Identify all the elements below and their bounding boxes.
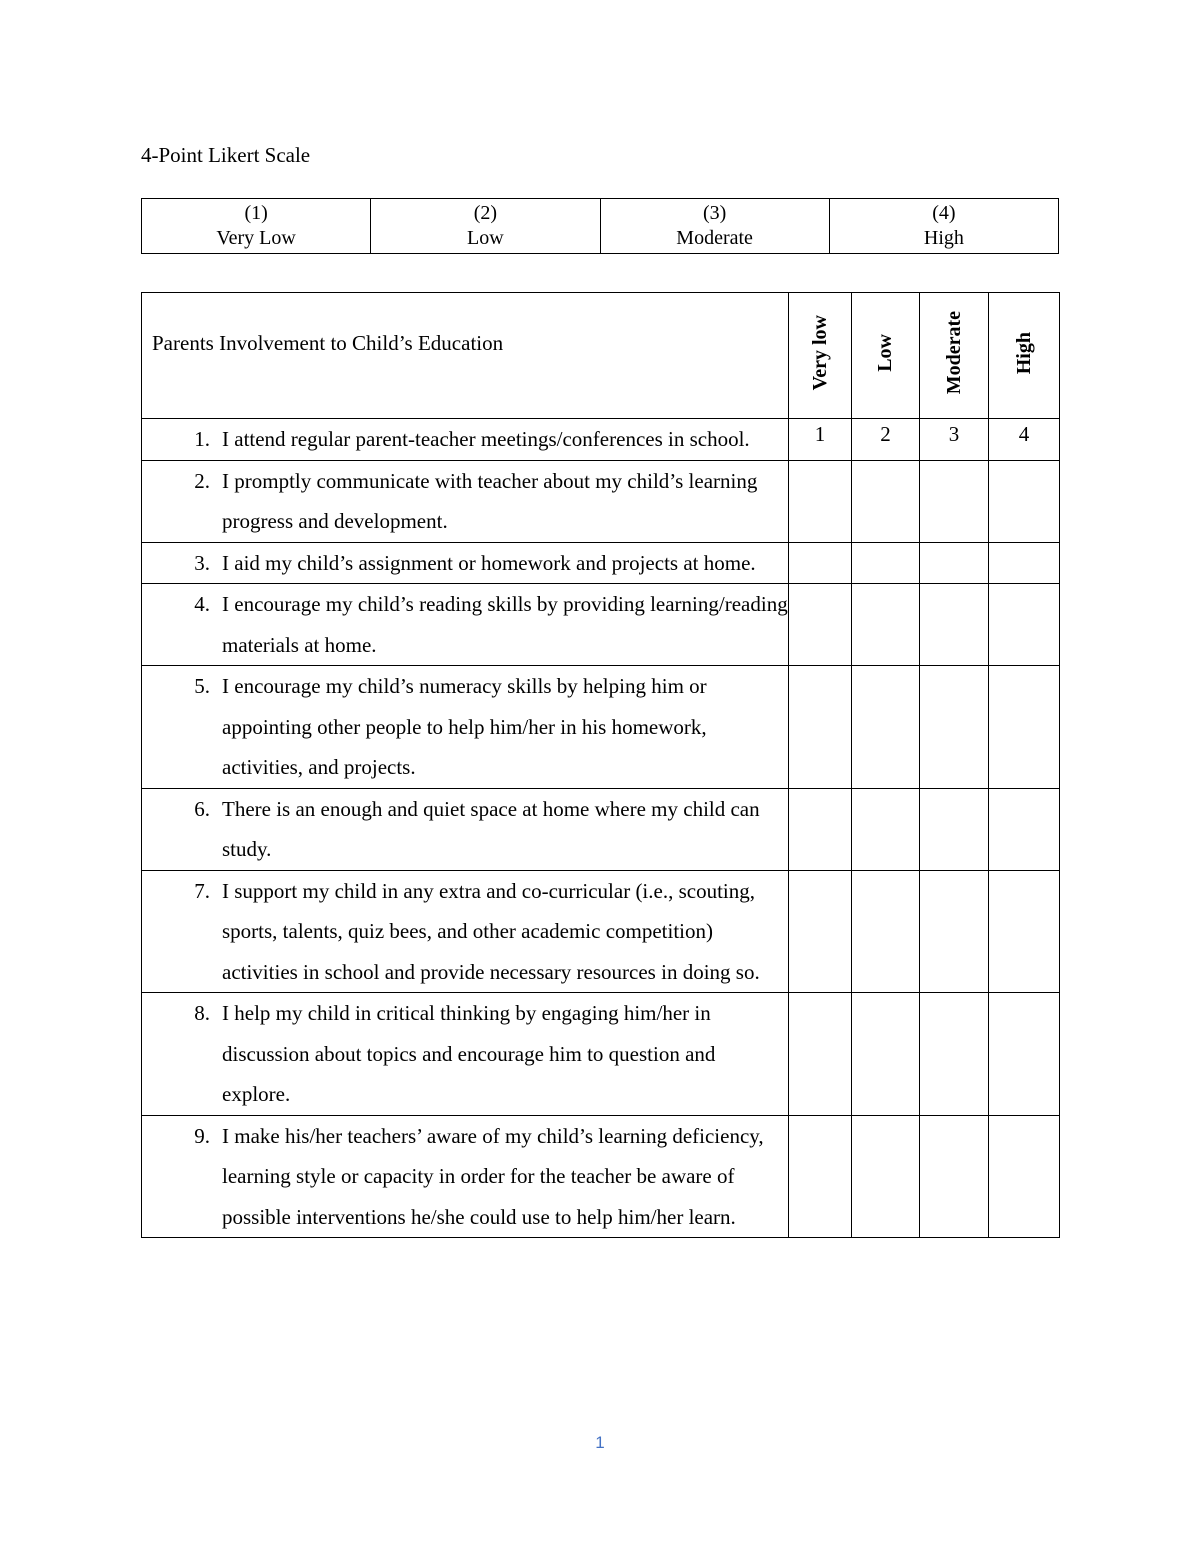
column-label: High	[1012, 331, 1035, 375]
table-row	[142, 542, 1060, 584]
rating-cell[interactable]	[920, 1115, 989, 1238]
question-text: I encourage my child’s reading skills by providing learning/reading materials at home.	[222, 592, 788, 657]
likert-scale-table	[141, 198, 1059, 254]
question-cell	[142, 584, 789, 666]
page-title: 4-Point Likert Scale	[141, 143, 311, 167]
rating-cell[interactable]	[789, 460, 852, 542]
scale-label: Low	[467, 227, 504, 249]
rating-cell[interactable]	[920, 584, 989, 666]
question-number: 9.	[194, 1123, 210, 1148]
rating-cell[interactable]	[852, 542, 920, 584]
questionnaire-table	[141, 292, 1060, 1238]
rating-cell[interactable]	[989, 1115, 1060, 1238]
scale-option	[142, 199, 371, 254]
column-label: Moderate	[942, 311, 965, 395]
rating-cell[interactable]	[852, 584, 920, 666]
rating-cell[interactable]	[789, 788, 852, 870]
table-body	[142, 419, 1060, 1238]
question-text: There is an enough and quiet space at home where my child can study.	[222, 796, 760, 861]
rating-cell[interactable]	[920, 666, 989, 789]
question-cell	[142, 542, 789, 584]
column-header-very-low	[789, 293, 852, 419]
rating-cell[interactable]	[989, 460, 1060, 542]
column-header-high	[989, 293, 1060, 419]
scale-option	[829, 199, 1058, 254]
question-text: I make his/her teachers’ aware of my child’s learning deficiency, learning style or capacity in order for the teacher be aware of possible interventions he/she could use to help him/her learn.	[222, 1123, 764, 1229]
table-row	[142, 1115, 1060, 1238]
scale-option	[600, 199, 829, 254]
question-cell	[142, 870, 789, 993]
question-number: 3.	[194, 550, 210, 575]
question-number: 6.	[194, 796, 210, 821]
rating-cell[interactable]	[989, 788, 1060, 870]
rating-cell[interactable]	[852, 870, 920, 993]
question-text: I attend regular parent-teacher meetings/conferences in school.	[222, 427, 750, 451]
question-cell	[142, 788, 789, 870]
column-header-low	[852, 293, 920, 419]
rating-cell[interactable]	[789, 993, 852, 1116]
rating-cell[interactable]	[789, 584, 852, 666]
scale-number: (1)	[244, 202, 268, 224]
table-row	[142, 993, 1060, 1116]
scale-option	[371, 199, 600, 254]
rating-cell[interactable]	[789, 542, 852, 584]
scale-number: (4)	[932, 202, 956, 224]
table-row	[142, 870, 1060, 993]
table-row	[142, 666, 1060, 789]
column-label: Low	[874, 334, 896, 372]
table-row	[142, 788, 1060, 870]
rating-cell[interactable]: 2	[852, 419, 920, 461]
column-header-moderate	[920, 293, 989, 419]
rating-cell[interactable]	[852, 460, 920, 542]
rating-cell[interactable]	[920, 788, 989, 870]
question-number: 2.	[194, 468, 210, 493]
rating-cell[interactable]	[852, 788, 920, 870]
rating-cell[interactable]	[789, 666, 852, 789]
rating-cell[interactable]: 4	[989, 419, 1060, 461]
question-text: I promptly communicate with teacher about my child’s learning progress and development.	[222, 468, 758, 533]
rating-cell[interactable]	[989, 993, 1060, 1116]
rating-cell[interactable]	[989, 542, 1060, 584]
question-cell	[142, 419, 789, 461]
rating-cell[interactable]	[920, 542, 989, 584]
table-row	[142, 419, 1060, 461]
table-row	[142, 460, 1060, 542]
scale-label: Very Low	[216, 227, 296, 249]
rating-cell[interactable]	[920, 460, 989, 542]
table-row	[142, 584, 1060, 666]
question-number: 7.	[194, 878, 210, 903]
table-heading: Parents Involvement to Child’s Education	[142, 293, 789, 419]
rating-cell[interactable]	[989, 870, 1060, 993]
question-number: 8.	[194, 1001, 210, 1025]
question-number: 4.	[194, 592, 210, 616]
rating-cell[interactable]	[852, 993, 920, 1116]
rating-cell[interactable]	[852, 1115, 920, 1238]
rating-cell[interactable]	[989, 666, 1060, 789]
question-cell	[142, 460, 789, 542]
question-number: 1.	[194, 427, 210, 451]
question-cell	[142, 993, 789, 1116]
page-number: 1	[595, 1433, 605, 1452]
scale-label: High	[923, 227, 964, 249]
rating-cell[interactable]	[989, 584, 1060, 666]
question-text: I help my child in critical thinking by engaging him/her in discussion about topics and encourage him to question and explore.	[222, 1001, 716, 1106]
rating-cell[interactable]	[789, 1115, 852, 1238]
scale-number: (2)	[473, 202, 498, 224]
scale-row	[142, 199, 1059, 254]
rating-cell[interactable]	[789, 870, 852, 993]
question-cell	[142, 1115, 789, 1238]
rating-cell[interactable]	[920, 993, 989, 1116]
question-text: I encourage my child’s numeracy skills by helping him or appointing other people to help him/her in his homework, activities, and projects.	[222, 674, 707, 779]
question-cell	[142, 666, 789, 789]
rating-cell[interactable]: 3	[920, 419, 989, 461]
table-header-row	[142, 293, 1060, 419]
rating-cell[interactable]	[920, 870, 989, 993]
question-number: 5.	[194, 674, 210, 698]
rating-cell[interactable]	[852, 666, 920, 789]
column-label: Very low	[808, 315, 831, 391]
question-text: I support my child in any extra and co-curricular (i.e., scouting, sports, talents, quiz bees, and other academic competition) activities in school and provide necessary resources in doing so.	[222, 878, 760, 984]
rating-cell[interactable]: 1	[789, 419, 852, 461]
scale-label: Moderate	[676, 227, 753, 249]
scale-number: (3)	[702, 202, 727, 224]
question-text: I aid my child’s assignment or homework and projects at home.	[222, 550, 756, 575]
